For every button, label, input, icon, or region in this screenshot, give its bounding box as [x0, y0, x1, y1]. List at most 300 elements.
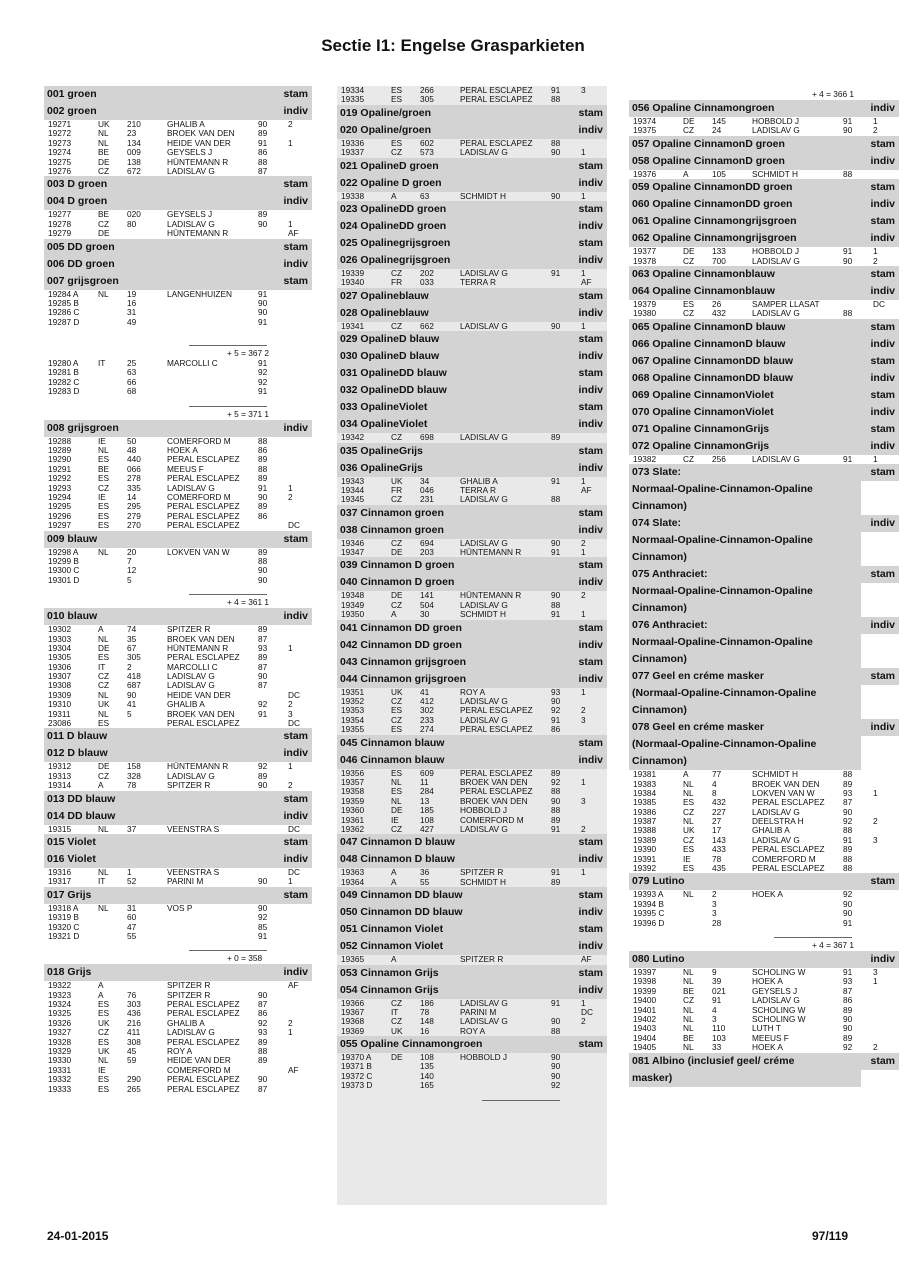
class-name: 018 Grijs: [44, 964, 274, 981]
breeder-name: LADISLAV G: [460, 997, 508, 1008]
breeder-name: GEYSELS J: [167, 209, 213, 220]
spacer: [44, 397, 312, 406]
country: ES: [683, 844, 695, 855]
class-header: [44, 964, 312, 981]
class-name: Cinnamon): [629, 702, 861, 719]
breeder-name: LADISLAV G: [460, 432, 508, 443]
ring-number: 19348: [341, 590, 365, 601]
country: A: [98, 780, 104, 791]
class-header-continuation: [629, 702, 899, 719]
class-type: [861, 702, 899, 719]
breeder-name: LADISLAV G: [167, 680, 215, 691]
country: NL: [98, 445, 109, 456]
ring-number: 19315: [48, 823, 72, 834]
class-name: 029 OpalineD blauw: [337, 331, 569, 348]
class-type: stam: [861, 319, 899, 336]
points: 92: [258, 1017, 268, 1028]
placement: 2: [873, 255, 878, 266]
class-name: 054 Cinnamon Grijs: [337, 982, 569, 999]
placement: 2: [581, 1016, 586, 1027]
ring-number: 19328: [48, 1036, 72, 1047]
points: 91: [551, 475, 561, 486]
total-rule: [189, 950, 267, 951]
class-type: indiv: [861, 370, 899, 387]
reg-number: 30: [420, 609, 430, 620]
class-name: 063 Opaline Cinnamonblauw: [629, 266, 861, 283]
stam-total: [44, 950, 312, 964]
ring-number: 19392: [633, 863, 657, 874]
country: IT: [98, 661, 106, 672]
country: NL: [391, 795, 402, 806]
total-text: + 5 = 371 1: [227, 408, 269, 419]
class-name: 067 Opaline CinnamonDD blauw: [629, 353, 861, 370]
reg-number: 270: [127, 520, 141, 531]
ring-number: 19378: [633, 255, 657, 266]
class-type: indiv: [569, 904, 607, 921]
country: UK: [98, 119, 110, 129]
points: 91: [258, 137, 268, 148]
reg-number: 046: [420, 484, 434, 495]
reg-number: 504: [420, 599, 434, 610]
breeder-name: GEYSELS J: [752, 985, 798, 996]
ring-number: 19280 A: [48, 358, 79, 369]
ring-number: 19296: [48, 510, 72, 521]
class-header-continuation: [629, 651, 899, 668]
country: A: [683, 769, 689, 780]
points: 87: [258, 1083, 268, 1094]
class-name: Cinnamon): [629, 753, 861, 770]
reg-number: 432: [712, 308, 726, 319]
reg-number: 427: [420, 823, 434, 834]
reg-number: 45: [127, 1046, 137, 1057]
country: ES: [98, 520, 110, 531]
reg-number: 210: [127, 119, 141, 129]
breeder-name: BROEK VAN DEN: [167, 633, 235, 644]
breeder-name: COMERFORD M: [167, 435, 231, 446]
class-type: [861, 685, 899, 702]
reg-number: 20: [127, 546, 137, 557]
ring-number: 19405: [633, 1042, 657, 1053]
country: ES: [683, 863, 695, 874]
reg-number: 36: [420, 867, 430, 878]
class-type: indiv: [861, 100, 899, 117]
points: 92: [843, 889, 853, 900]
total-rule: [189, 345, 267, 346]
placement: 2: [581, 705, 586, 716]
ring-number: 19351: [341, 686, 365, 697]
entry-row: [629, 900, 899, 909]
placement: 1: [873, 787, 878, 798]
class-name: masker): [629, 1070, 861, 1087]
ring-number: 19274: [48, 147, 72, 158]
placement: DC: [288, 689, 300, 700]
class-name: 077 Geel en créme masker: [629, 668, 861, 685]
class-name: 014 DD blauw: [44, 808, 274, 825]
points: 86: [551, 724, 561, 735]
ring-number: 19312: [48, 761, 72, 772]
ring-number: 19355: [341, 724, 365, 735]
country: CZ: [391, 997, 403, 1008]
country: NL: [683, 966, 694, 977]
class-type: indiv: [569, 416, 607, 433]
ring-number: 19367: [341, 1006, 365, 1017]
country: DE: [391, 590, 403, 601]
points: 90: [258, 902, 268, 913]
points: 88: [258, 435, 268, 446]
country: IT: [391, 1006, 399, 1017]
points: 89: [551, 814, 561, 825]
country: DE: [98, 642, 110, 653]
class-header: [337, 416, 607, 433]
class-name: 056 Opaline Cinnamongroen: [629, 100, 861, 117]
ring-number: 19287 D: [48, 316, 80, 327]
class-header: [629, 617, 899, 634]
country: ES: [391, 767, 403, 778]
placement: 2: [873, 816, 878, 827]
class-name: 012 D blauw: [44, 745, 274, 762]
country: DE: [391, 1052, 403, 1063]
ring-number: 19339: [341, 267, 365, 278]
ring-number: 19300 C: [48, 565, 80, 576]
country: DE: [391, 805, 403, 816]
class-name: 060 Opaline CinnamonDD groen: [629, 196, 861, 213]
points: 90: [258, 119, 268, 129]
class-header: [337, 218, 607, 235]
country: NL: [683, 778, 694, 789]
country: CZ: [98, 1027, 110, 1038]
country: ES: [98, 999, 110, 1010]
reg-number: 28: [712, 917, 722, 928]
reg-number: 305: [420, 94, 434, 105]
country: UK: [98, 699, 110, 710]
class-type: indiv: [569, 574, 607, 591]
country: ES: [98, 652, 110, 663]
country: NL: [683, 816, 694, 827]
reg-number: 68: [127, 386, 137, 397]
points: 89: [258, 501, 268, 512]
class-name: 017 Grijs: [44, 887, 274, 904]
class-type: stam: [861, 179, 899, 196]
total-rule: [189, 594, 267, 595]
reg-number: 11: [420, 776, 429, 787]
class-header: [337, 399, 607, 416]
class-name: 065 Opaline CinnamonD blauw: [629, 319, 861, 336]
reg-number: 50: [127, 435, 137, 446]
placement: 1: [288, 876, 293, 887]
points: 90: [551, 1052, 561, 1063]
placement: 3: [873, 966, 878, 977]
reg-number: 55: [420, 876, 430, 887]
breeder-name: PERAL ESCLAPEZ: [460, 724, 533, 735]
points: 89: [258, 624, 268, 635]
reg-number: 231: [420, 494, 434, 505]
ring-number: 19333: [48, 1083, 72, 1094]
breeder-name: PERAL ESCLAPEZ: [167, 454, 240, 465]
country: ES: [98, 1036, 110, 1047]
points: 90: [258, 297, 268, 308]
reg-number: 41: [127, 699, 137, 710]
country: DE: [391, 547, 403, 558]
class-type: indiv: [861, 515, 899, 532]
class-type: [861, 549, 899, 566]
class-type: stam: [569, 331, 607, 348]
ring-number: 19371 B: [341, 1061, 372, 1072]
reg-number: 662: [420, 320, 434, 331]
class-header: [629, 873, 899, 890]
points: 91: [258, 930, 268, 941]
country: CZ: [683, 125, 695, 136]
placement: AF: [288, 228, 299, 239]
breeder-name: SCHMIDT H: [460, 190, 506, 201]
points: 90: [258, 1074, 268, 1085]
entry-row: [44, 290, 312, 299]
class-type: stam: [569, 443, 607, 460]
class-type: [861, 498, 899, 515]
reg-number: 335: [127, 482, 141, 493]
class-type: indiv: [274, 608, 312, 625]
class-type: stam: [569, 965, 607, 982]
entry-row: [337, 878, 607, 887]
ring-number: 19359: [341, 795, 365, 806]
placement: DC: [873, 298, 885, 309]
reg-number: 74: [127, 624, 137, 635]
reg-number: 328: [127, 770, 141, 781]
breeder-name: PERAL ESCLAPEZ: [460, 85, 533, 95]
breeder-name: LADISLAV G: [460, 494, 508, 505]
class-name: Normaal-Opaline-Cinnamon-Opaline: [629, 583, 861, 600]
breeder-name: VOS P: [167, 902, 193, 913]
reg-number: 165: [420, 1080, 434, 1091]
reg-number: 8: [712, 787, 717, 798]
breeder-name: HOBBOLD J: [460, 805, 508, 816]
points: 90: [258, 671, 268, 682]
country: A: [391, 190, 397, 201]
class-name: 011 D blauw: [44, 728, 274, 745]
breeder-name: VEENSTRA S: [167, 823, 220, 834]
points: 90: [258, 876, 268, 887]
entry-row: [337, 95, 607, 104]
entry-row: [44, 932, 312, 941]
class-type: stam: [569, 158, 607, 175]
country: CZ: [391, 267, 403, 278]
class-name: 039 Cinnamon D groen: [337, 557, 569, 574]
entry-row: [629, 455, 899, 464]
class-type: indiv: [274, 851, 312, 868]
class-header: [629, 1053, 899, 1070]
ring-number: 19382: [633, 453, 657, 464]
points: 90: [551, 795, 561, 806]
class-name: 051 Cinnamon Violet: [337, 921, 569, 938]
class-name: 028 Opalineblauw: [337, 305, 569, 322]
reg-number: 185: [420, 805, 434, 816]
country: BE: [98, 209, 110, 220]
points: 91: [258, 386, 268, 397]
country: DE: [683, 246, 695, 257]
stam-total: [44, 594, 312, 608]
class-name: 023 OpalineDD groen: [337, 201, 569, 218]
class-name: (Normaal-Opaline-Cinnamon-Opaline: [629, 736, 861, 753]
breeder-name: SPITZER R: [167, 780, 211, 791]
entry-row: [44, 229, 312, 238]
class-header: [44, 728, 312, 745]
reg-number: 31: [127, 902, 137, 913]
reg-number: 435: [712, 863, 726, 874]
total-text: + 4 = 367 1: [812, 939, 854, 950]
entry-row: [337, 1053, 607, 1062]
class-name: 047 Cinnamon D blauw: [337, 834, 569, 851]
points: 91: [843, 453, 853, 464]
points: 90: [843, 898, 853, 909]
points: 91: [843, 917, 853, 928]
breeder-name: SCHMIDT H: [460, 876, 506, 887]
ring-number: 19331: [48, 1064, 72, 1075]
country: ES: [683, 298, 695, 309]
breeder-name: BROEK VAN DEN: [752, 778, 820, 789]
total-text: + 4 = 366 1: [812, 89, 854, 99]
class-type: stam: [861, 873, 899, 890]
reg-number: 103: [712, 1032, 726, 1043]
reg-number: 105: [712, 168, 726, 179]
reg-number: 2: [127, 661, 132, 672]
points: 87: [843, 985, 853, 996]
points: 90: [258, 218, 268, 229]
class-header: [337, 904, 607, 921]
class-name: 010 blauw: [44, 608, 274, 625]
class-type: indiv: [569, 671, 607, 688]
points: 90: [551, 1061, 561, 1072]
class-header: [337, 834, 607, 851]
class-type: indiv: [569, 851, 607, 868]
breeder-name: SPITZER R: [167, 989, 211, 1000]
footer-date: 24-01-2015: [47, 1229, 109, 1243]
points: 90: [843, 1013, 853, 1024]
ring-number: 19343: [341, 475, 365, 486]
placement: AF: [581, 484, 592, 495]
reg-number: 138: [127, 156, 141, 167]
points: 89: [258, 1036, 268, 1047]
ring-number: 19301 D: [48, 574, 80, 585]
breeder-name: PERAL ESCLAPEZ: [167, 501, 240, 512]
class-name: 032 OpalineDD blauw: [337, 382, 569, 399]
ring-number: 19327: [48, 1027, 72, 1038]
class-name: 030 OpalineD blauw: [337, 348, 569, 365]
class-type: [861, 651, 899, 668]
class-type: stam: [569, 365, 607, 382]
points: 89: [843, 844, 853, 855]
ring-number: 19394 B: [633, 898, 664, 909]
country: ES: [98, 473, 110, 484]
class-header: [337, 252, 607, 269]
total-text: + 5 = 367 2: [227, 348, 269, 359]
entry-row: [44, 299, 312, 308]
class-name: 037 Cinnamon groen: [337, 505, 569, 522]
breeder-name: SPITZER R: [460, 867, 504, 878]
points: 90: [258, 989, 268, 1000]
placement: 1: [581, 547, 586, 558]
placement: AF: [288, 1064, 299, 1075]
class-type: indiv: [569, 175, 607, 192]
breeder-name: TERRA R: [460, 277, 496, 288]
entry-row: [629, 890, 899, 899]
reg-number: 108: [420, 814, 434, 825]
points: 92: [551, 1080, 561, 1091]
points: 91: [258, 316, 268, 327]
entry-row: [337, 610, 607, 619]
class-name: 073 Slate:: [629, 464, 861, 481]
entry-row: [337, 1062, 607, 1071]
entry-row: [337, 495, 607, 504]
entry-row: [44, 1085, 312, 1094]
class-header: [337, 752, 607, 769]
country: ES: [98, 1008, 110, 1019]
breeder-name: LADISLAV G: [460, 714, 508, 725]
class-header: [44, 834, 312, 851]
points: 92: [258, 699, 268, 710]
placement: 1: [581, 776, 586, 787]
class-header: [337, 505, 607, 522]
points: 92: [258, 367, 268, 378]
ring-number: 19385: [633, 797, 657, 808]
ring-number: 19350: [341, 609, 365, 620]
points: 90: [551, 1016, 561, 1027]
breeder-name: PERAL ESCLAPEZ: [460, 94, 533, 105]
entry-row: [629, 909, 899, 918]
class-type: stam: [861, 464, 899, 481]
ring-number: 23086: [48, 718, 72, 729]
class-name: Cinnamon): [629, 651, 861, 668]
country: A: [98, 624, 104, 635]
country: NL: [98, 288, 109, 299]
entry-row: [44, 913, 312, 922]
country: ES: [391, 786, 403, 797]
ring-number: 19364: [341, 876, 365, 887]
placement: AF: [288, 980, 299, 991]
class-header: [337, 348, 607, 365]
page-number: 97/119: [812, 1229, 849, 1243]
reg-number: 12: [127, 565, 137, 576]
entry-row: [337, 1081, 607, 1090]
reg-number: 63: [127, 367, 137, 378]
column-3: [629, 86, 899, 1087]
breeder-name: PERAL ESCLAPEZ: [752, 844, 825, 855]
entry-row: [44, 308, 312, 317]
country: ES: [391, 137, 403, 148]
country: UK: [391, 686, 403, 697]
points: 90: [843, 908, 853, 919]
ring-number: 19320 C: [48, 921, 80, 932]
reg-number: 23: [127, 128, 137, 139]
placement: DC: [581, 1006, 593, 1017]
class-type: stam: [861, 136, 899, 153]
country: NL: [98, 546, 109, 557]
country: BE: [98, 463, 110, 474]
reg-number: 78: [712, 853, 722, 864]
class-type: stam: [274, 273, 312, 290]
placement: 1: [581, 867, 586, 878]
points: 93: [258, 1027, 268, 1038]
class-header-continuation: [629, 753, 899, 770]
ring-number: 19292: [48, 473, 72, 484]
ring-number: 19308: [48, 680, 72, 691]
placement: 1: [581, 320, 586, 331]
reg-number: 308: [127, 1036, 141, 1047]
breeder-name: LUTH T: [752, 1023, 781, 1034]
ring-number: 19377: [633, 246, 657, 257]
class-name: 016 Violet: [44, 851, 274, 868]
points: 88: [843, 863, 853, 874]
class-name: 064 Opaline Cinnamonblauw: [629, 283, 861, 300]
class-name: 022 Opaline D groen: [337, 175, 569, 192]
